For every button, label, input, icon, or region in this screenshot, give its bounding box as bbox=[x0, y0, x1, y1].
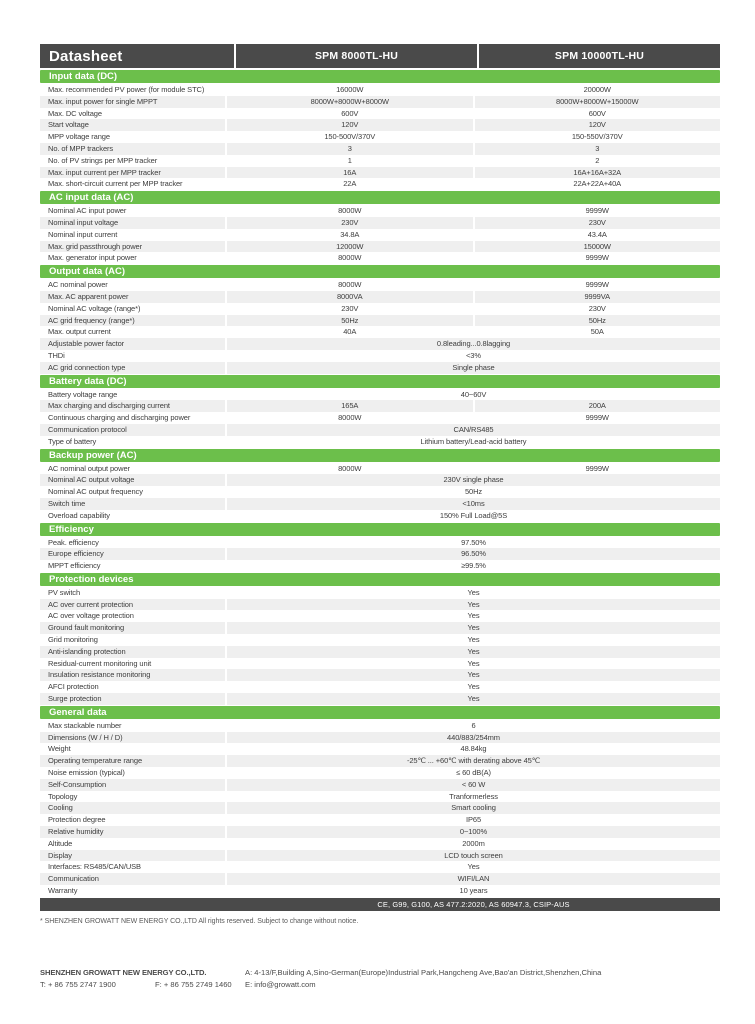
datasheet-table bbox=[40, 44, 720, 925]
row-label: Anti-islanding protection bbox=[40, 646, 225, 658]
spec-row bbox=[40, 131, 720, 143]
section-title: General data bbox=[49, 706, 107, 718]
row-value-1: 6 bbox=[227, 720, 720, 732]
table-header bbox=[40, 44, 720, 68]
row-label: Adjustable power factor bbox=[40, 338, 225, 350]
section-header-bar bbox=[40, 706, 720, 719]
spec-row bbox=[40, 178, 720, 190]
spec-row bbox=[40, 326, 720, 338]
row-value-1: 150-500V/370V bbox=[227, 131, 473, 143]
row-label: Noise emission (typical) bbox=[40, 767, 225, 779]
row-value-1: 0.8leading...0.8lagging bbox=[227, 338, 720, 350]
row-label: Operating temperature range bbox=[40, 755, 225, 767]
row-value-2: 9999W bbox=[475, 412, 721, 424]
row-value-1: 40A bbox=[227, 326, 473, 338]
spec-row bbox=[40, 587, 720, 599]
row-value-2: 16A+16A+32A bbox=[475, 167, 721, 179]
spec-row bbox=[40, 548, 720, 560]
row-label: Start voltage bbox=[40, 119, 225, 131]
row-label: Nominal AC voltage (range*) bbox=[40, 303, 225, 315]
row-label: Altitude bbox=[40, 838, 225, 850]
row-label: AC nominal output power bbox=[40, 463, 225, 475]
spec-row bbox=[40, 646, 720, 658]
row-value-1: 48.84kg bbox=[227, 743, 720, 755]
spec-row bbox=[40, 634, 720, 646]
spec-row bbox=[40, 217, 720, 229]
row-value-1: 2000m bbox=[227, 838, 720, 850]
row-value-1: Yes bbox=[227, 681, 720, 693]
row-value-1: Yes bbox=[227, 610, 720, 622]
section-rows bbox=[40, 389, 720, 448]
row-value-1: 22A bbox=[227, 178, 473, 190]
row-value-1: 16000W bbox=[227, 84, 473, 96]
row-label: Insulation resistance monitoring bbox=[40, 669, 225, 681]
spec-row bbox=[40, 826, 720, 838]
spec-row bbox=[40, 291, 720, 303]
row-value-1: 150% Full Load@5S bbox=[227, 510, 720, 522]
spec-row bbox=[40, 560, 720, 572]
row-value-1: 10 years bbox=[227, 885, 720, 897]
row-label: Grid monitoring bbox=[40, 634, 225, 646]
table-sections bbox=[40, 70, 720, 897]
section-header-bar bbox=[40, 449, 720, 462]
certifications-bar bbox=[40, 898, 720, 912]
section-title: Protection devices bbox=[49, 573, 134, 585]
section-header-bar bbox=[40, 523, 720, 536]
row-value-1: Yes bbox=[227, 646, 720, 658]
row-label: Nominal AC output frequency bbox=[40, 486, 225, 498]
row-label: Max. AC apparent power bbox=[40, 291, 225, 303]
row-label: No. of PV strings per MPP tracker bbox=[40, 155, 225, 167]
spec-row bbox=[40, 767, 720, 779]
row-value-1: 50Hz bbox=[227, 315, 473, 327]
section-header-bar bbox=[40, 265, 720, 278]
section-rows bbox=[40, 587, 720, 705]
spec-row bbox=[40, 205, 720, 217]
row-label: AC nominal power bbox=[40, 279, 225, 291]
row-label: Protection degree bbox=[40, 814, 225, 826]
row-label: THDi bbox=[40, 350, 225, 362]
spec-section bbox=[40, 573, 720, 705]
spec-row bbox=[40, 155, 720, 167]
model-column-header-2: SPM 10000TL-HU bbox=[479, 44, 720, 68]
spec-row bbox=[40, 143, 720, 155]
row-value-2: 150-550V/370V bbox=[475, 131, 721, 143]
row-value-1: 230V single phase bbox=[227, 474, 720, 486]
row-value-1: 0~100% bbox=[227, 826, 720, 838]
row-label: Max. generator input power bbox=[40, 252, 225, 264]
spec-section bbox=[40, 70, 720, 190]
row-label: Switch time bbox=[40, 498, 225, 510]
spec-row bbox=[40, 167, 720, 179]
row-value-1: Yes bbox=[227, 658, 720, 670]
row-label: AFCI protection bbox=[40, 681, 225, 693]
row-value-1: <10ms bbox=[227, 498, 720, 510]
spec-row bbox=[40, 119, 720, 131]
row-value-1: Yes bbox=[227, 861, 720, 873]
model-column-header-1: SPM 8000TL-HU bbox=[236, 44, 477, 68]
row-value-1: Yes bbox=[227, 693, 720, 705]
spec-row bbox=[40, 303, 720, 315]
row-label: Max. output current bbox=[40, 326, 225, 338]
row-label: Relative humidity bbox=[40, 826, 225, 838]
row-label: Max charging and discharging current bbox=[40, 400, 225, 412]
row-label: Max stackable number bbox=[40, 720, 225, 732]
row-value-2: 9999W bbox=[475, 252, 721, 264]
section-title: Battery data (DC) bbox=[49, 375, 127, 387]
spec-row bbox=[40, 681, 720, 693]
row-label: Max. input power for single MPPT bbox=[40, 96, 225, 108]
row-label: Peak. efficiency bbox=[40, 537, 225, 549]
row-value-2: 3 bbox=[475, 143, 721, 155]
row-label: Ground fault monitoring bbox=[40, 622, 225, 634]
row-value-1: 96.50% bbox=[227, 548, 720, 560]
section-title: Efficiency bbox=[49, 523, 94, 535]
row-value-1: < 60 W bbox=[227, 779, 720, 791]
row-value-1: Yes bbox=[227, 634, 720, 646]
row-value-1: 8000W bbox=[227, 252, 473, 264]
spec-section bbox=[40, 706, 720, 897]
section-rows bbox=[40, 279, 720, 373]
row-label: Topology bbox=[40, 791, 225, 803]
section-title: Input data (DC) bbox=[49, 71, 118, 82]
row-value-1: Yes bbox=[227, 622, 720, 634]
row-value-2: 230V bbox=[475, 217, 721, 229]
section-title: Backup power (AC) bbox=[49, 449, 137, 461]
row-value-2: 120V bbox=[475, 119, 721, 131]
row-value-2: 9999VA bbox=[475, 291, 721, 303]
row-value-2: 43.4A bbox=[475, 229, 721, 241]
row-value-1: 50Hz bbox=[227, 486, 720, 498]
row-value-1: CAN/RS485 bbox=[227, 424, 720, 436]
row-label: Nominal input voltage bbox=[40, 217, 225, 229]
spec-row bbox=[40, 279, 720, 291]
spec-row bbox=[40, 315, 720, 327]
row-label: AC grid connection type bbox=[40, 362, 225, 374]
row-label: AC over voltage protection bbox=[40, 610, 225, 622]
row-label: Communication bbox=[40, 873, 225, 885]
row-label: Max. grid passthrough power bbox=[40, 241, 225, 253]
row-label: Display bbox=[40, 850, 225, 862]
company-fax: F: + 86 755 2749 1460 bbox=[155, 980, 232, 989]
row-value-1: 600V bbox=[227, 108, 473, 120]
row-label: No. of MPP trackers bbox=[40, 143, 225, 155]
spec-row bbox=[40, 791, 720, 803]
spec-row bbox=[40, 96, 720, 108]
row-label: Continuous charging and discharging power bbox=[40, 412, 225, 424]
section-header-bar bbox=[40, 375, 720, 388]
row-value-1: Yes bbox=[227, 587, 720, 599]
row-value-1: Yes bbox=[227, 599, 720, 611]
row-value-1: 165A bbox=[227, 400, 473, 412]
row-label: Europe efficiency bbox=[40, 548, 225, 560]
row-value-2: 230V bbox=[475, 303, 721, 315]
row-label: Communication protocol bbox=[40, 424, 225, 436]
row-label: Weight bbox=[40, 743, 225, 755]
section-title: Output data (AC) bbox=[49, 266, 125, 278]
section-title: AC input data (AC) bbox=[49, 192, 134, 204]
row-label: Max. recommended PV power (for module STC) bbox=[40, 84, 225, 96]
spec-row bbox=[40, 436, 720, 448]
row-label: Max. DC voltage bbox=[40, 108, 225, 120]
row-label: Battery voltage range bbox=[40, 389, 225, 401]
row-label: PV switch bbox=[40, 587, 225, 599]
company-address: A: 4-13/F,Building A,Sino-German(Europe)Industrial Park,Hangcheng Ave,Bao'an District,Shenzhen,China bbox=[245, 968, 602, 977]
row-value-2: 2 bbox=[475, 155, 721, 167]
row-label: MPP voltage range bbox=[40, 131, 225, 143]
section-rows bbox=[40, 463, 720, 522]
section-header-bar bbox=[40, 70, 720, 83]
spec-row bbox=[40, 610, 720, 622]
spec-row bbox=[40, 873, 720, 885]
row-value-2: 600V bbox=[475, 108, 721, 120]
spec-row bbox=[40, 732, 720, 744]
spec-row bbox=[40, 412, 720, 424]
spec-row bbox=[40, 885, 720, 897]
spec-row bbox=[40, 350, 720, 362]
row-value-1: 8000W bbox=[227, 205, 473, 217]
spec-row bbox=[40, 669, 720, 681]
row-label: Interfaces: RS485/CAN/USB bbox=[40, 861, 225, 873]
row-value-1: -25℃ ... +60℃ with derating above 45℃ bbox=[227, 755, 720, 767]
row-value-1: 8000W bbox=[227, 279, 473, 291]
spec-section bbox=[40, 449, 720, 522]
row-value-1: 230V bbox=[227, 303, 473, 315]
footnote: * SHENZHEN GROWATT NEW ENERGY CO.,LTD All rights reserved. Subject to change without notice. bbox=[40, 918, 359, 926]
row-value-1: Lithium battery/Lead-acid battery bbox=[227, 436, 720, 448]
spec-row bbox=[40, 108, 720, 120]
row-value-1: <3% bbox=[227, 350, 720, 362]
row-value-1: ≥99.5% bbox=[227, 560, 720, 572]
spec-row bbox=[40, 241, 720, 253]
spec-row bbox=[40, 424, 720, 436]
row-value-2: 9999W bbox=[475, 463, 721, 475]
row-label: AC grid frequency (range*) bbox=[40, 315, 225, 327]
row-label: Nominal AC input power bbox=[40, 205, 225, 217]
row-value-2: 9999W bbox=[475, 279, 721, 291]
row-value-1: Single phase bbox=[227, 362, 720, 374]
row-value-1: 8000W+8000W+8000W bbox=[227, 96, 473, 108]
spec-section bbox=[40, 265, 720, 373]
spec-row bbox=[40, 229, 720, 241]
row-label: Self-Consumption bbox=[40, 779, 225, 791]
row-label: Warranty bbox=[40, 885, 225, 897]
row-label: AC over current protection bbox=[40, 599, 225, 611]
spec-row bbox=[40, 84, 720, 96]
row-label: Type of battery bbox=[40, 436, 225, 448]
row-value-1: 34.8A bbox=[227, 229, 473, 241]
row-value-1: 12000W bbox=[227, 241, 473, 253]
spec-row bbox=[40, 755, 720, 767]
spec-row bbox=[40, 599, 720, 611]
spec-row bbox=[40, 720, 720, 732]
row-value-1: 1 bbox=[227, 155, 473, 167]
company-phone: T: + 86 755 2747 1900 bbox=[40, 980, 116, 989]
footer bbox=[40, 967, 730, 991]
row-value-2: 50Hz bbox=[475, 315, 721, 327]
row-value-1: 8000VA bbox=[227, 291, 473, 303]
row-label: Max. short-circuit current per MPP tracker bbox=[40, 178, 225, 190]
datasheet-title: Datasheet bbox=[40, 44, 234, 68]
spec-row bbox=[40, 861, 720, 873]
spec-row bbox=[40, 743, 720, 755]
row-value-2: 15000W bbox=[475, 241, 721, 253]
spec-row bbox=[40, 510, 720, 522]
row-value-2: 200A bbox=[475, 400, 721, 412]
row-value-1: 230V bbox=[227, 217, 473, 229]
row-value-2: 8000W+8000W+15000W bbox=[475, 96, 721, 108]
section-rows bbox=[40, 205, 720, 264]
row-value-2: 22A+22A+40A bbox=[475, 178, 721, 190]
row-value-1: Smart cooling bbox=[227, 802, 720, 814]
row-value-1: ≤ 60 dB(A) bbox=[227, 767, 720, 779]
company-name: SHENZHEN GROWATT NEW ENERGY CO.,LTD. bbox=[40, 968, 207, 977]
row-label: Residual-current monitoring unit bbox=[40, 658, 225, 670]
section-rows bbox=[40, 537, 720, 572]
spec-row bbox=[40, 537, 720, 549]
row-value-1: 8000W bbox=[227, 412, 473, 424]
spec-row bbox=[40, 474, 720, 486]
row-value-1: Yes bbox=[227, 669, 720, 681]
spec-row bbox=[40, 693, 720, 705]
spec-row bbox=[40, 850, 720, 862]
row-value-1: LCD touch screen bbox=[227, 850, 720, 862]
row-label: Overload capability bbox=[40, 510, 225, 522]
certifications-spacer bbox=[40, 898, 227, 912]
spec-row bbox=[40, 463, 720, 475]
row-value-1: 8000W bbox=[227, 463, 473, 475]
row-label: Nominal AC output voltage bbox=[40, 474, 225, 486]
row-label: Cooling bbox=[40, 802, 225, 814]
spec-section bbox=[40, 375, 720, 448]
row-value-2: 20000W bbox=[475, 84, 721, 96]
spec-row bbox=[40, 838, 720, 850]
row-label: Surge protection bbox=[40, 693, 225, 705]
certifications-text: CE, G99, G100, AS 477.2:2020, AS 60947.3, CSIP-AUS bbox=[377, 899, 570, 909]
row-label: Max. input current per MPP tracker bbox=[40, 167, 225, 179]
spec-row bbox=[40, 389, 720, 401]
spec-row bbox=[40, 622, 720, 634]
spec-row bbox=[40, 814, 720, 826]
row-value-1: WIFI/LAN bbox=[227, 873, 720, 885]
spec-row bbox=[40, 802, 720, 814]
spec-row bbox=[40, 252, 720, 264]
row-label: Nominal input current bbox=[40, 229, 225, 241]
row-value-1: 40~60V bbox=[227, 389, 720, 401]
spec-row bbox=[40, 362, 720, 374]
spec-section bbox=[40, 523, 720, 572]
section-header-bar bbox=[40, 191, 720, 204]
row-value-1: 440/883/254mm bbox=[227, 732, 720, 744]
row-value-1: 3 bbox=[227, 143, 473, 155]
spec-row bbox=[40, 498, 720, 510]
row-value-2: 9999W bbox=[475, 205, 721, 217]
row-value-2: 50A bbox=[475, 326, 721, 338]
spec-section bbox=[40, 191, 720, 264]
spec-row bbox=[40, 338, 720, 350]
spec-row bbox=[40, 400, 720, 412]
row-label: Dimensions (W / H / D) bbox=[40, 732, 225, 744]
company-email: E: info@growatt.com bbox=[245, 980, 316, 989]
row-value-1: 120V bbox=[227, 119, 473, 131]
spec-row bbox=[40, 658, 720, 670]
row-value-1: 97.50% bbox=[227, 537, 720, 549]
row-value-1: 16A bbox=[227, 167, 473, 179]
row-value-1: IP65 bbox=[227, 814, 720, 826]
row-value-1: Tranformerless bbox=[227, 791, 720, 803]
spec-row bbox=[40, 779, 720, 791]
section-rows bbox=[40, 720, 720, 897]
spec-row bbox=[40, 486, 720, 498]
row-label: MPPT efficiency bbox=[40, 560, 225, 572]
section-header-bar bbox=[40, 573, 720, 586]
section-rows bbox=[40, 84, 720, 190]
